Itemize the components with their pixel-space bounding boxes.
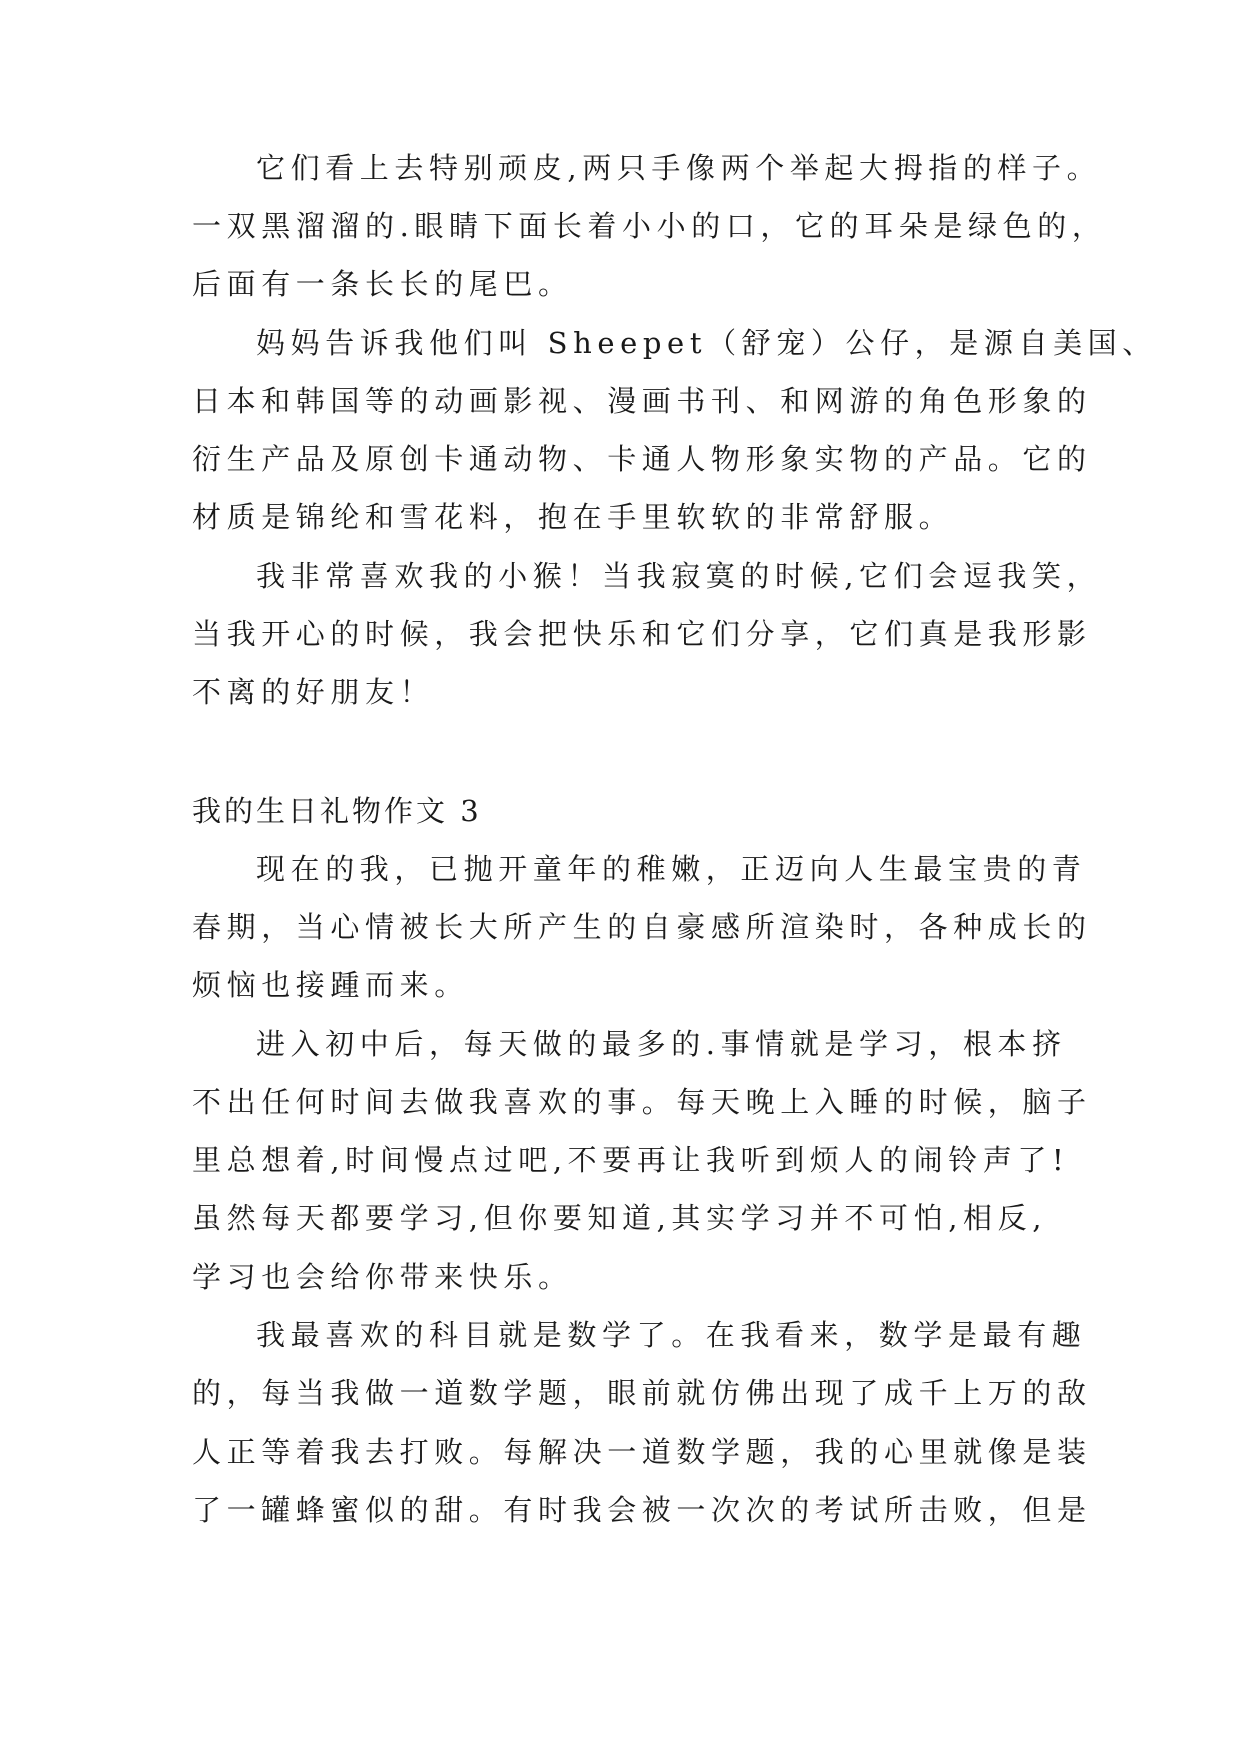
- section-paragraph-3-line-4: 了一罐蜂蜜似的甜。有时我会被一次次的考试所击败，但是: [192, 1493, 1092, 1527]
- section-paragraph-3-line-3: 人正等着我去打败。每解决一道数学题，我的心里就像是装: [192, 1435, 1092, 1469]
- section-title: 我的生日礼物作文 3: [192, 794, 482, 828]
- section-paragraph-3-line-2: 的，每当我做一道数学题，眼前就仿佛出现了成千上万的敌: [192, 1376, 1092, 1410]
- section-paragraph-2-line-4: 虽然每天都要学习,但你要知道,其实学习并不可怕,相反,: [192, 1201, 1048, 1235]
- section-paragraph-2-line-5: 学习也会给你带来快乐。: [192, 1260, 573, 1294]
- paragraph-3-line-1: 我非常喜欢我的小猴！当我寂寞的时候,它们会逗我笑，: [256, 559, 1102, 593]
- paragraph-2-line-1: 妈妈告诉我他们叫 Sheepet（舒宠）公仔，是源自美国、: [256, 326, 1157, 360]
- section-paragraph-3-line-1: 我最喜欢的科目就是数学了。在我看来，数学是最有趣: [256, 1318, 1087, 1352]
- section-paragraph-1-line-2: 春期，当心情被长大所产生的自豪感所渲染时，各种成长的: [192, 910, 1092, 944]
- paragraph-2-line-3: 衍生产品及原创卡通动物、卡通人物形象实物的产品。它的: [192, 442, 1092, 476]
- paragraph-1-line-2: 一双黑溜溜的.眼睛下面长着小小的口，它的耳朵是绿色的，: [192, 209, 1107, 243]
- paragraph-2-line-4: 材质是锦纶和雪花料，抱在手里软软的非常舒服。: [192, 500, 954, 534]
- paragraph-3-line-3: 不离的好朋友！: [192, 675, 435, 709]
- section-paragraph-2-line-2: 不出任何时间去做我喜欢的事。每天晚上入睡的时候，脑子: [192, 1085, 1092, 1119]
- paragraph-3-line-2: 当我开心的时候，我会把快乐和它们分享，它们真是我形影: [192, 617, 1092, 651]
- section-paragraph-2-line-1: 进入初中后，每天做的最多的.事情就是学习，根本挤: [256, 1027, 1067, 1061]
- section-paragraph-1-line-3: 烦恼也接踵而来。: [192, 968, 469, 1002]
- paragraph-1-line-1: 它们看上去特别顽皮,两只手像两个举起大拇指的样子。: [256, 151, 1102, 185]
- section-paragraph-2-line-3: 里总想着,时间慢点过吧,不要再让我听到烦人的闹铃声了!: [192, 1143, 1070, 1177]
- section-paragraph-1-line-1: 现在的我，已抛开童年的稚嫩，正迈向人生最宝贵的青: [256, 852, 1087, 886]
- paragraph-1-line-3: 后面有一条长长的尾巴。: [192, 267, 573, 301]
- paragraph-2-line-2: 日本和韩国等的动画影视、漫画书刊、和网游的角色形象的: [192, 384, 1092, 418]
